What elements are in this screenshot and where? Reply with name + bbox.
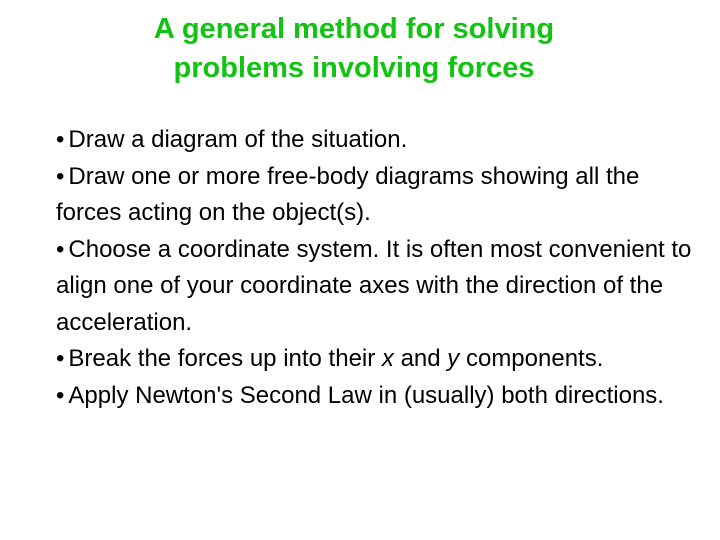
bullet-item [56,378,696,415]
variable-y: y [447,345,460,372]
bullet-dot: • [56,162,65,190]
bullet-text: Choose a coordinate system. It is often most convenient to align one of your coordinate axes with the direction of the acceleration. [56,235,692,336]
bullet-text: Apply Newton's Second Law in (usually) both directions. [68,381,664,409]
bullet-item [56,341,696,378]
bullet-text: Draw one or more free-body diagrams showing all the forces acting on the object(s). [56,162,640,226]
slide-title [0,10,708,88]
bullet-list [56,122,696,414]
bullet-item [56,122,696,159]
bullet-item [56,159,696,232]
bullet-dot: • [56,381,65,409]
slide-title-line-1: A general method for solving [153,13,555,45]
variable-x: x [381,345,394,372]
bullet-dot: • [56,126,65,153]
bullet-text-pre: Break the forces up into their [68,345,382,372]
bullet-text: Draw a diagram of the situation. [68,126,408,153]
bullet-text-mid: and [393,345,448,372]
bullet-text-post: components. [459,345,604,372]
bullet-item [56,232,696,342]
bullet-dot: • [56,345,65,372]
slide-title-line-2: problems involving forces [173,52,535,84]
bullet-dot: • [56,235,65,263]
